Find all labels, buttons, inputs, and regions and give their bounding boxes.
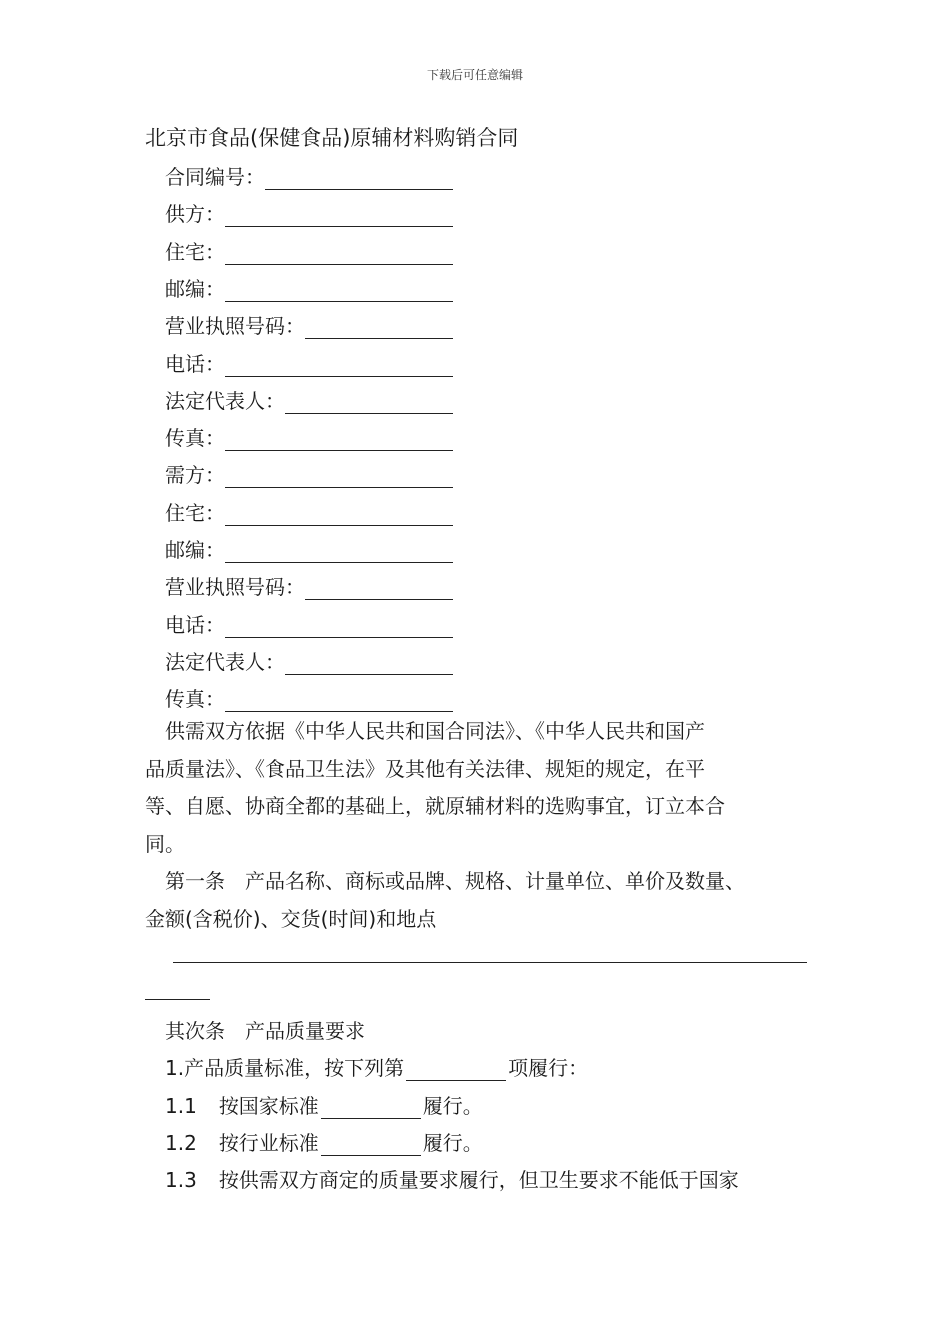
field-blank[interactable] bbox=[225, 615, 453, 638]
contract-title: 北京市食品(保健食品)原辅材料购销合同 bbox=[145, 126, 519, 150]
field-row bbox=[165, 645, 453, 675]
item-fill-blank[interactable] bbox=[406, 1060, 506, 1081]
article-2-heading: 其次条 产品质量要求 bbox=[165, 1019, 365, 1043]
field-blank[interactable] bbox=[305, 316, 453, 339]
field-row bbox=[165, 384, 453, 414]
field-label: 营业执照号码： bbox=[165, 575, 305, 600]
field-label: 需方： bbox=[165, 463, 225, 488]
intro-line: 等、自愿、协商全都的基础上，就原辅材料的选购事宜，订立本合 bbox=[145, 794, 725, 818]
field-blank[interactable] bbox=[225, 689, 453, 712]
field-label: 供方： bbox=[165, 202, 225, 227]
field-label: 住宅： bbox=[165, 239, 225, 264]
field-blank[interactable] bbox=[225, 279, 453, 302]
intro-line: 品质量法》、《食品卫生法》及其他有关法律、规矩的规定，在平 bbox=[145, 756, 705, 781]
item-text: 按供需双方商定的质量要求履行，但卫生要求不能低于国家 bbox=[218, 1168, 739, 1192]
field-blank[interactable] bbox=[225, 204, 453, 227]
item-text: 按行业标准 bbox=[218, 1131, 319, 1155]
article-2-item-1-2 bbox=[165, 1127, 483, 1156]
article-2-item-1-1 bbox=[165, 1090, 483, 1119]
field-row bbox=[165, 533, 453, 563]
field-row bbox=[165, 309, 453, 339]
field-label: 合同编号： bbox=[165, 165, 265, 189]
article-2-item-1-3 bbox=[165, 1164, 739, 1193]
intro-line: 供需双方依据《中华人民共和国合同法》、《中华人民共和国产 bbox=[145, 719, 705, 743]
field-row bbox=[165, 160, 453, 190]
item-number: 1.3 bbox=[165, 1168, 197, 1192]
field-label: 住宅： bbox=[165, 500, 225, 525]
field-row bbox=[165, 197, 453, 227]
field-blank[interactable] bbox=[225, 354, 453, 377]
field-blank[interactable] bbox=[225, 465, 453, 488]
field-row bbox=[165, 347, 453, 377]
field-row bbox=[165, 682, 453, 712]
field-blank[interactable] bbox=[265, 167, 453, 190]
field-label: 邮编： bbox=[165, 538, 225, 562]
item-text: 1.产品质量标准，按下列第 bbox=[165, 1056, 405, 1080]
field-label: 传真： bbox=[165, 687, 225, 712]
article-1-fill-line-cont[interactable] bbox=[145, 999, 210, 1000]
item-text: 项履行： bbox=[508, 1056, 589, 1080]
article-2-item-1 bbox=[165, 1052, 588, 1081]
field-blank[interactable] bbox=[225, 540, 453, 563]
item-text: 按国家标准 bbox=[218, 1094, 319, 1118]
field-row bbox=[165, 421, 453, 451]
intro-line: 同。 bbox=[145, 831, 185, 856]
item-text: 履行。 bbox=[422, 1131, 483, 1155]
item-fill-blank[interactable] bbox=[321, 1098, 421, 1119]
field-blank[interactable] bbox=[225, 428, 453, 451]
field-row bbox=[165, 608, 453, 638]
field-blank[interactable] bbox=[305, 577, 453, 600]
field-blank[interactable] bbox=[285, 391, 453, 414]
item-text: 履行。 bbox=[422, 1094, 483, 1118]
article-1 bbox=[145, 863, 825, 938]
page-header: 下载后可任意编辑 bbox=[426, 68, 523, 82]
field-label: 法定代表人： bbox=[165, 388, 285, 413]
article-1-line: 金额(含税价)、交货(时间)和地点 bbox=[145, 906, 437, 931]
field-label: 邮编： bbox=[165, 276, 225, 301]
item-number: 1.1 bbox=[165, 1094, 197, 1118]
field-row bbox=[165, 458, 453, 488]
field-row bbox=[165, 235, 453, 265]
field-label: 传真： bbox=[165, 426, 225, 451]
field-blank[interactable] bbox=[225, 503, 453, 526]
field-row bbox=[165, 570, 453, 600]
article-1-line: 第一条 产品名称、商标或品牌、规格、计量单位、单价及数量、 bbox=[145, 869, 745, 893]
field-row bbox=[165, 272, 453, 302]
field-blank[interactable] bbox=[285, 652, 453, 675]
field-blank[interactable] bbox=[225, 242, 453, 265]
field-label: 法定代表人： bbox=[165, 649, 285, 674]
item-number: 1.2 bbox=[165, 1131, 197, 1155]
field-label: 电话： bbox=[165, 351, 225, 376]
intro-paragraph bbox=[145, 713, 825, 863]
field-row bbox=[165, 496, 453, 526]
field-label: 营业执照号码： bbox=[165, 314, 305, 339]
item-fill-blank[interactable] bbox=[321, 1135, 421, 1156]
article-1-fill-line[interactable] bbox=[173, 962, 807, 963]
field-label: 电话： bbox=[165, 612, 225, 637]
